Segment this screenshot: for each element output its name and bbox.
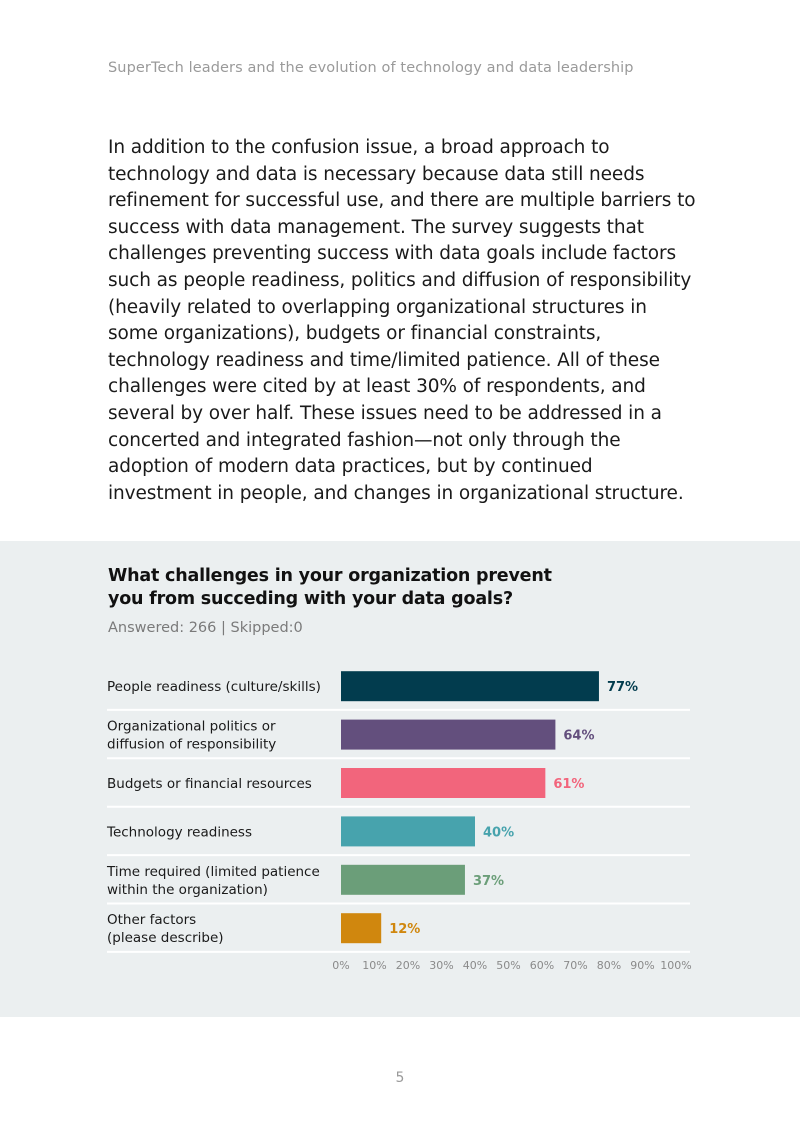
bar-value-label: 37% xyxy=(472,873,505,889)
bar xyxy=(341,720,555,750)
bar-value-label: 61% xyxy=(553,777,585,792)
category-label: Organizational politics or xyxy=(107,718,276,735)
x-tick-label: 0% xyxy=(332,959,350,972)
category-label: Time required (limited patience xyxy=(107,863,320,880)
x-tick-label: 10% xyxy=(362,959,387,972)
x-tick-label: 90% xyxy=(630,959,655,972)
bar-value-label: 64% xyxy=(563,728,595,744)
bar xyxy=(341,671,599,701)
x-tick-label: 20% xyxy=(395,959,421,972)
x-tick-label: 80% xyxy=(596,959,622,972)
category-label: Other factors xyxy=(107,912,197,929)
x-tick-label: 60% xyxy=(529,959,555,972)
running-header: SuperTech leaders and the evolution of technology and data leadership xyxy=(108,60,634,76)
bar-value-label: 77% xyxy=(606,680,639,696)
x-tick-label: 70% xyxy=(563,959,588,972)
chart-title: What challenges in your organization prevent you from succeding with your data goals? xyxy=(108,566,552,609)
chart-subtitle: Answered: 266 | Skipped:0 xyxy=(108,620,303,636)
category-label: Technology readiness xyxy=(107,824,252,841)
x-tick-label: 100% xyxy=(660,959,692,972)
bar-value-label: 12% xyxy=(389,922,421,938)
category-label: diffusion of responsibility xyxy=(107,736,277,753)
page-number: 5 xyxy=(395,1070,405,1086)
bar xyxy=(341,913,381,943)
category-label: (please describe) xyxy=(107,930,224,947)
category-label: People readiness (culture/skills) xyxy=(107,679,321,696)
x-tick-label: 40% xyxy=(462,959,488,972)
bar xyxy=(341,816,475,846)
x-tick-label: 30% xyxy=(429,959,454,972)
bar-value-label: 40% xyxy=(483,825,515,841)
body-paragraph: In addition to the confusion issue, a broad approach to technology and data is necessary because data still needs refinement for successful use, and there are multiple barriers to success with data management. The survey suggests that challenges preventing success with data goals include factors such as people readiness, politics and diffusion of responsibility (heavily related to overlapping organizational structures in some organizations), budgets or financial constraints, technology readiness and time/limited patience. All of these challenges were cited by at least 30% of respondents, and several by over half. These issues need to be addressed in a concerted and integrated fashion—not only through the adoption of modern data practices, but by continued investment in people, and changes in organizational structure. xyxy=(108,137,696,504)
bar xyxy=(341,768,545,798)
category-label: Budgets or financial resources xyxy=(107,776,312,792)
x-tick-label: 50% xyxy=(496,959,521,972)
bar xyxy=(341,865,465,895)
category-label: within the organization) xyxy=(107,881,268,898)
